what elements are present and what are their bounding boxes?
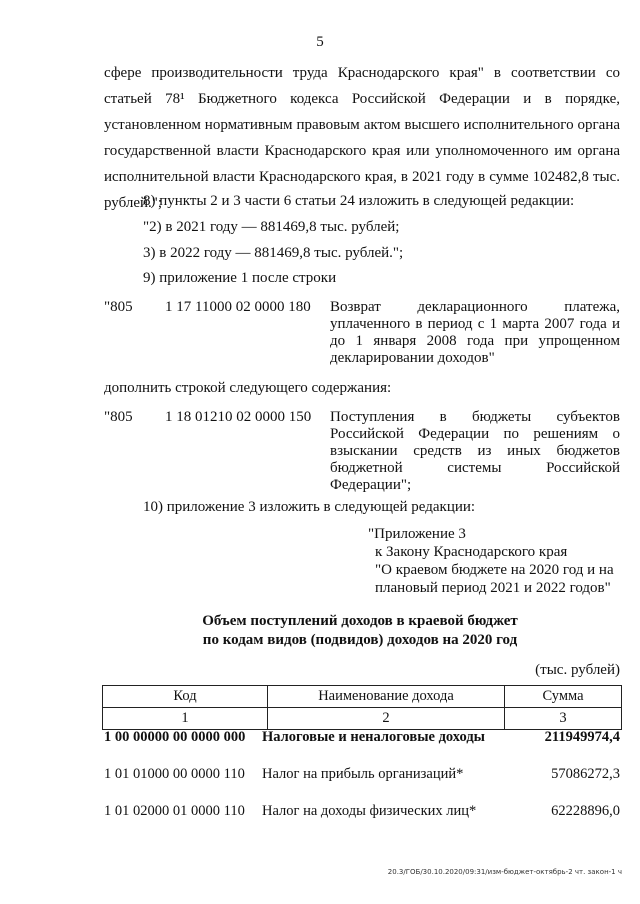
row-name: Налог на доходы физических лиц* xyxy=(262,803,477,819)
row-sum: 57086272,3 xyxy=(551,766,620,782)
code-row-code: 1 17 11000 02 0000 180 xyxy=(165,299,311,315)
column-number: 1 xyxy=(103,708,268,730)
row-sum: 211949974,4 xyxy=(544,729,620,745)
row-name: Налоговые и неналоговые доходы xyxy=(262,729,485,745)
code-row-quote: "805 xyxy=(104,409,133,425)
add-row-text: дополнить строкой следующего содержания: xyxy=(104,380,392,396)
heading-line-2: по кодам видов (подвидов) доходов на 2020 год xyxy=(202,632,518,648)
row-code: 1 01 01000 00 0000 110 xyxy=(104,766,245,782)
row-code: 1 01 02000 01 0000 110 xyxy=(104,803,245,819)
item-8-line-2: "2) в 2021 году — 881469,8 тыс. рублей; xyxy=(143,219,400,235)
income-table-header xyxy=(102,685,622,730)
heading-line-1: Объем поступлений доходов в краевой бюджет xyxy=(202,613,518,629)
page-number: 5 xyxy=(316,34,324,50)
header-code: Код xyxy=(103,686,268,708)
appendix-line-1: "Приложение 3 xyxy=(368,526,466,542)
item-8: 8) пункты 2 и 3 части 6 статьи 24 изложить в следующей редакции: xyxy=(143,193,575,209)
item-10: 10) приложение 3 изложить в следующей редакции: xyxy=(143,499,476,515)
header-sum: Сумма xyxy=(505,686,622,708)
table-heading xyxy=(0,612,640,650)
code-row-description: Поступления в бюджеты субъектов Российской Федерации по решениям о взыскании средств из иных бюджетов бюджетной системы Российской Федерации"; xyxy=(330,409,620,493)
header-name: Наименование дохода xyxy=(268,686,505,708)
appendix-line-3: "О краевом бюджете на 2020 год и на xyxy=(375,562,614,578)
footer-file-label: 20.3/ГОБ/30.10.2020/09:31/изм-бюджет-октябрь-2 чт. закон-1 ч xyxy=(387,868,622,876)
units-label: (тыс. рублей) xyxy=(535,662,620,678)
table-number-row xyxy=(103,708,622,730)
appendix-line-4: плановый период 2021 и 2022 годов" xyxy=(375,580,611,596)
column-number: 3 xyxy=(505,708,622,730)
row-sum: 62228896,0 xyxy=(551,803,620,819)
appendix-line-2: к Закону Краснодарского края xyxy=(375,544,568,560)
code-row-code: 1 18 01210 02 0000 150 xyxy=(165,409,312,425)
row-code: 1 00 00000 00 0000 000 xyxy=(104,729,246,745)
row-name: Налог на прибыль организаций* xyxy=(262,766,464,782)
item-8-line-3: 3) в 2022 году — 881469,8 тыс. рублей."; xyxy=(143,245,404,261)
table-header-row xyxy=(103,686,622,708)
appendix-caption xyxy=(368,525,614,597)
code-row-quote: "805 xyxy=(104,299,133,315)
item-9: 9) приложение 1 после строки xyxy=(143,270,337,286)
intro-paragraph: сфере производительности труда Краснодарского края" в соответствии со статьей 78¹ Бюджетного кодекса Российской Федерации и в порядке, установленном нормативным правовым актом высшего исполнительного органа государственной власти Краснодарского края или уполномоченного им органа исполнительной власти Краснодарского края, в 2021 году в сумме 102482,8 тыс. рублей."; xyxy=(104,65,620,211)
code-row-description: Возврат декларационного платежа, уплаченного в период с 1 марта 2007 года и до 1 января 2008 года при упрощенном декларировании доходов" xyxy=(330,299,620,366)
column-number: 2 xyxy=(268,708,505,730)
